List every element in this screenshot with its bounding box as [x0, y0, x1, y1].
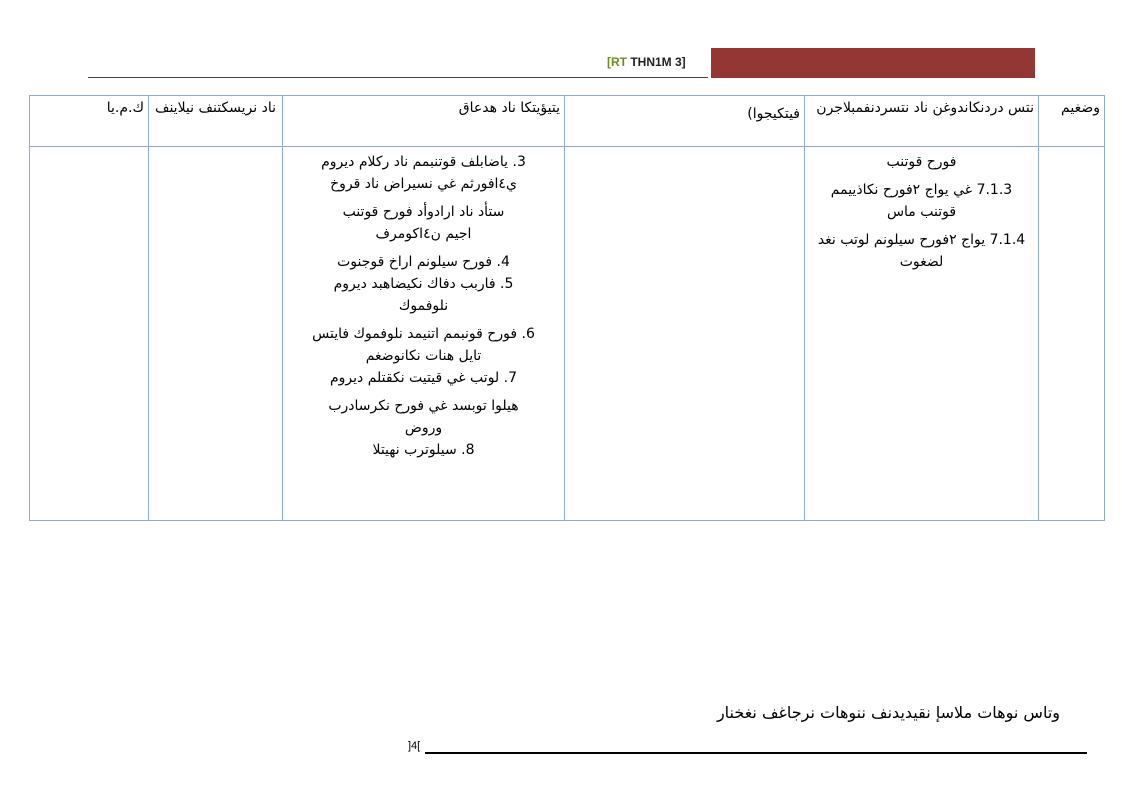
- cell-ek-bm: [30, 147, 149, 521]
- table-body-row: [30, 147, 1105, 521]
- activity-line: 4. فورح سيلونم اراخ قوجنوت: [337, 254, 510, 270]
- activity-line: 8. سيلوترب نهيتلا: [372, 442, 475, 458]
- activity-line: 6. فورح قونبمم اتنيمد نلوفموك فايتس: [312, 326, 535, 342]
- sk-line: فورح قوتنب: [886, 154, 957, 170]
- activity-line: وروض: [404, 420, 443, 436]
- activity-line: نلوفموك: [398, 298, 449, 314]
- activity-line: تايل هنات نكانوضغم: [365, 348, 482, 364]
- table-header-row: [30, 96, 1105, 147]
- header-ek-bm: ك.م.يا: [30, 96, 149, 147]
- document-code: [607, 55, 686, 69]
- sk-line: 7.1.3 غي يواج ٢فورح نكاذييمم قوتنب ماس: [830, 182, 1013, 220]
- document-code-prefix: [RT: [607, 55, 631, 69]
- header-objektif: فيتكيجوا): [565, 96, 805, 147]
- header-fenikmatan: ناد نريسكتنف نيلاينف: [149, 96, 283, 147]
- activity-line: ي٤افورثم غي نسيراض ناد قروخ: [330, 176, 517, 192]
- header-standard-kandungan: نتس دردنكاندوغن ناد نتسردنفمبلاجرن: [805, 96, 1039, 147]
- document-code-main: THN1M 3]: [630, 55, 686, 69]
- activity-line: اجيم ن٤اكومرف: [375, 226, 472, 242]
- header-color-bar: [711, 48, 1035, 78]
- header-minggu: وضغيم: [1039, 96, 1105, 147]
- cell-minggu: [1039, 147, 1105, 521]
- sk-line: 7.1.4 يواج ٢فورح سيلونم لوتب نغد لضغوت: [817, 232, 1026, 270]
- page-number: ]4[: [408, 740, 421, 752]
- activity-line: 3. ياضابلف قوتنبمم ناد ركلام ديروم: [321, 154, 526, 170]
- footer-rule: [425, 752, 1087, 754]
- activity-line: 5. فاربب دفاك نكيضاهبد ديروم: [333, 276, 514, 292]
- footer-text: وتاس نوهات ملاسإ نقيديدنف ننوهات نرجاغف نغخنار: [716, 703, 1060, 722]
- activity-line: 7. لوتب غي قيتيت نكقتلم ديروم: [329, 370, 518, 386]
- lesson-plan-table: [29, 95, 1105, 521]
- activity-line: هيلوا توبسد غي فورح نكرسادرب: [328, 398, 519, 414]
- cell-aktiviti: [283, 147, 565, 521]
- cell-objektif: [565, 147, 805, 521]
- header-rule: [88, 77, 708, 78]
- cell-fenikmatan: [149, 147, 283, 521]
- cell-standard-kandungan: [805, 147, 1039, 521]
- activity-line: ستأد ناد ارادوأد فورح قوتنب: [342, 204, 505, 220]
- header-aktiviti: يتيؤيتكا ناد هدعاق: [283, 96, 565, 147]
